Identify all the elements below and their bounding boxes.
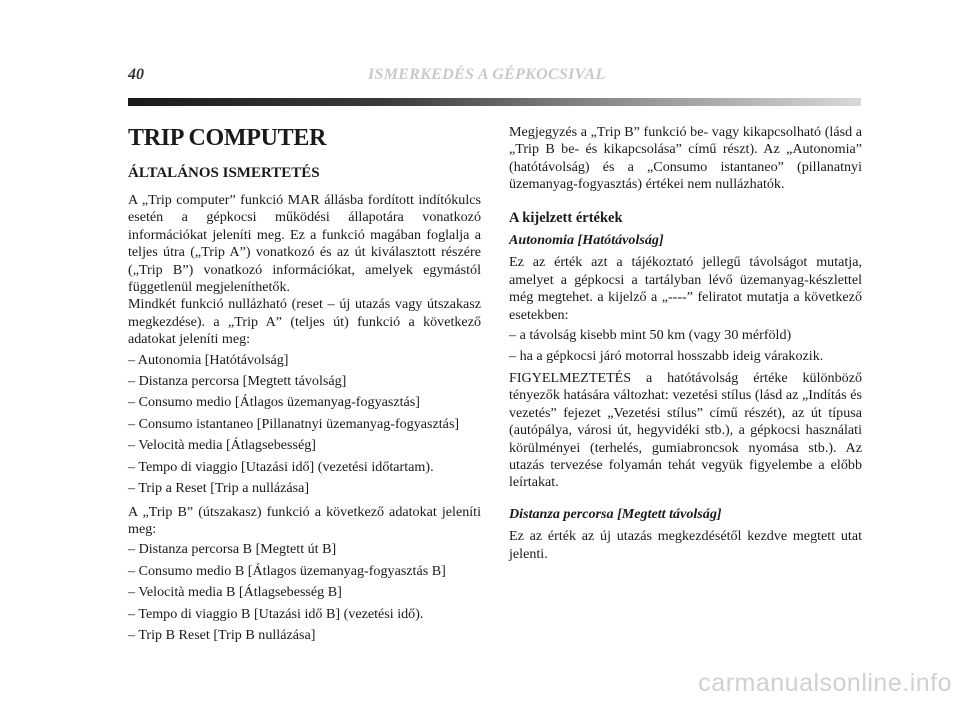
autonomia-cases (509, 327, 862, 366)
displayed-values-heading: A kijelzett értékek (509, 209, 623, 226)
header-rule (128, 98, 861, 106)
list-item: – Tempo di viaggio B [Utazási idő B] (vezetési idő). (128, 605, 424, 622)
distanza-heading: Distanza percorsa [Megtett távolság] (509, 505, 722, 522)
section-subtitle: ÁLTALÁNOS ISMERTETÉS (128, 165, 320, 181)
list-item: – Distanza percorsa B [Megtett út B] (128, 541, 337, 558)
trip-b-list (128, 541, 481, 644)
right-column (509, 124, 862, 563)
list-item: – Autonomia [Hatótávolság] (128, 351, 289, 368)
autonomia-heading: Autonomia [Hatótávolság] (509, 232, 664, 249)
warning-paragraph: FIGYELMEZTETÉS a hatótávolság értéke különböző tényezők hatására változhat: vezetési stílus (lásd az „Indítás és vezetés” fejezet „Vezetési stílus” című részét), az út típusa (autópálya, városi út, hegyvidéki stb.), a gépkocsi használati körülményei (terhelés, gumiabroncsok nyomása stb.). Az utazás tervezése folyamán tehát vegyük figyelembe a előbb leírtakat. (509, 369, 862, 491)
watermark: carmanualsonline.info (698, 669, 952, 697)
list-item: – a távolság kisebb mint 50 km (vagy 30 mérföld) (509, 327, 792, 344)
trip-a-list (128, 352, 481, 498)
list-item: – Tempo di viaggio [Utazási idő] (vezetési időtartam). (128, 458, 434, 475)
page-title: TRIP COMPUTER (128, 125, 327, 151)
left-column (128, 118, 481, 648)
running-title: ISMERKEDÉS A GÉPKOCSIVAL (368, 66, 606, 83)
intro-paragraph: A „Trip computer” funkció MAR állásba fordított indítókulcs esetén a gépkocsi működési állapotára vonatkozó információkat jeleníti meg. Ez a funkció magában foglalja a teljes útra („Trip A”) vonatkozó és az út kiválasztott részére („Trip B”) vonatkozó információkat, amelyek egymástól függetlenül megjeleníthetők. (128, 192, 481, 296)
autonomia-text: Ez az érték azt a tájékoztató jellegű távolságot mutatja, amelyet a gépkocsi a tartályban lévő üzemanyag-készlettel még megtehet. a kijelző a „----” feliratot mutatja a következő esetekben: (509, 254, 862, 323)
distanza-text: Ez az érték az új utazás megkezdésétől kezdve megtett utat jelenti. (509, 528, 862, 562)
page-number: 40 (128, 66, 144, 83)
trip-b-intro: A „Trip B” (útszakasz) funkció a következő adatokat jeleníti meg: (128, 503, 481, 537)
list-item: – Velocità media B [Átlagsebesség B] (128, 584, 342, 601)
trip-b-note: Megjegyzés a „Trip B” funkció be- vagy kikapcsolható (lásd a „Trip B be- és kikapcsolása” című részt). Az „Autonomia” (hatótávolság) és a „Consumo istantaneo” (pillanatnyi üzemanyag-fogyasztás) értékei nem nullázhatók. (509, 124, 862, 193)
list-item: – Consumo medio [Átlagos üzemanyag-fogyasztás] (128, 394, 420, 411)
reset-paragraph: Mindkét funkció nullázható (reset – új utazás vagy útszakasz megkezdése). a „Trip A” (teljes út) funkció a következő adatokat jeleníti meg: (128, 296, 481, 348)
list-item: – Trip a Reset [Trip a nullázása] (128, 480, 310, 497)
list-item: – Velocità media [Átlagsebesség] (128, 437, 316, 454)
list-item: – Trip B Reset [Trip B nullázása] (128, 626, 316, 643)
list-item: – Consumo istantaneo [Pillanatnyi üzemanyag-fogyasztás] (128, 415, 460, 432)
list-item: – Distanza percorsa [Megtett távolság] (128, 373, 347, 390)
list-item: – Consumo medio B [Átlagos üzemanyag-fogyasztás B] (128, 562, 446, 579)
list-item: – ha a gépkocsi járó motorral hosszabb ideig várakozik. (509, 348, 824, 365)
